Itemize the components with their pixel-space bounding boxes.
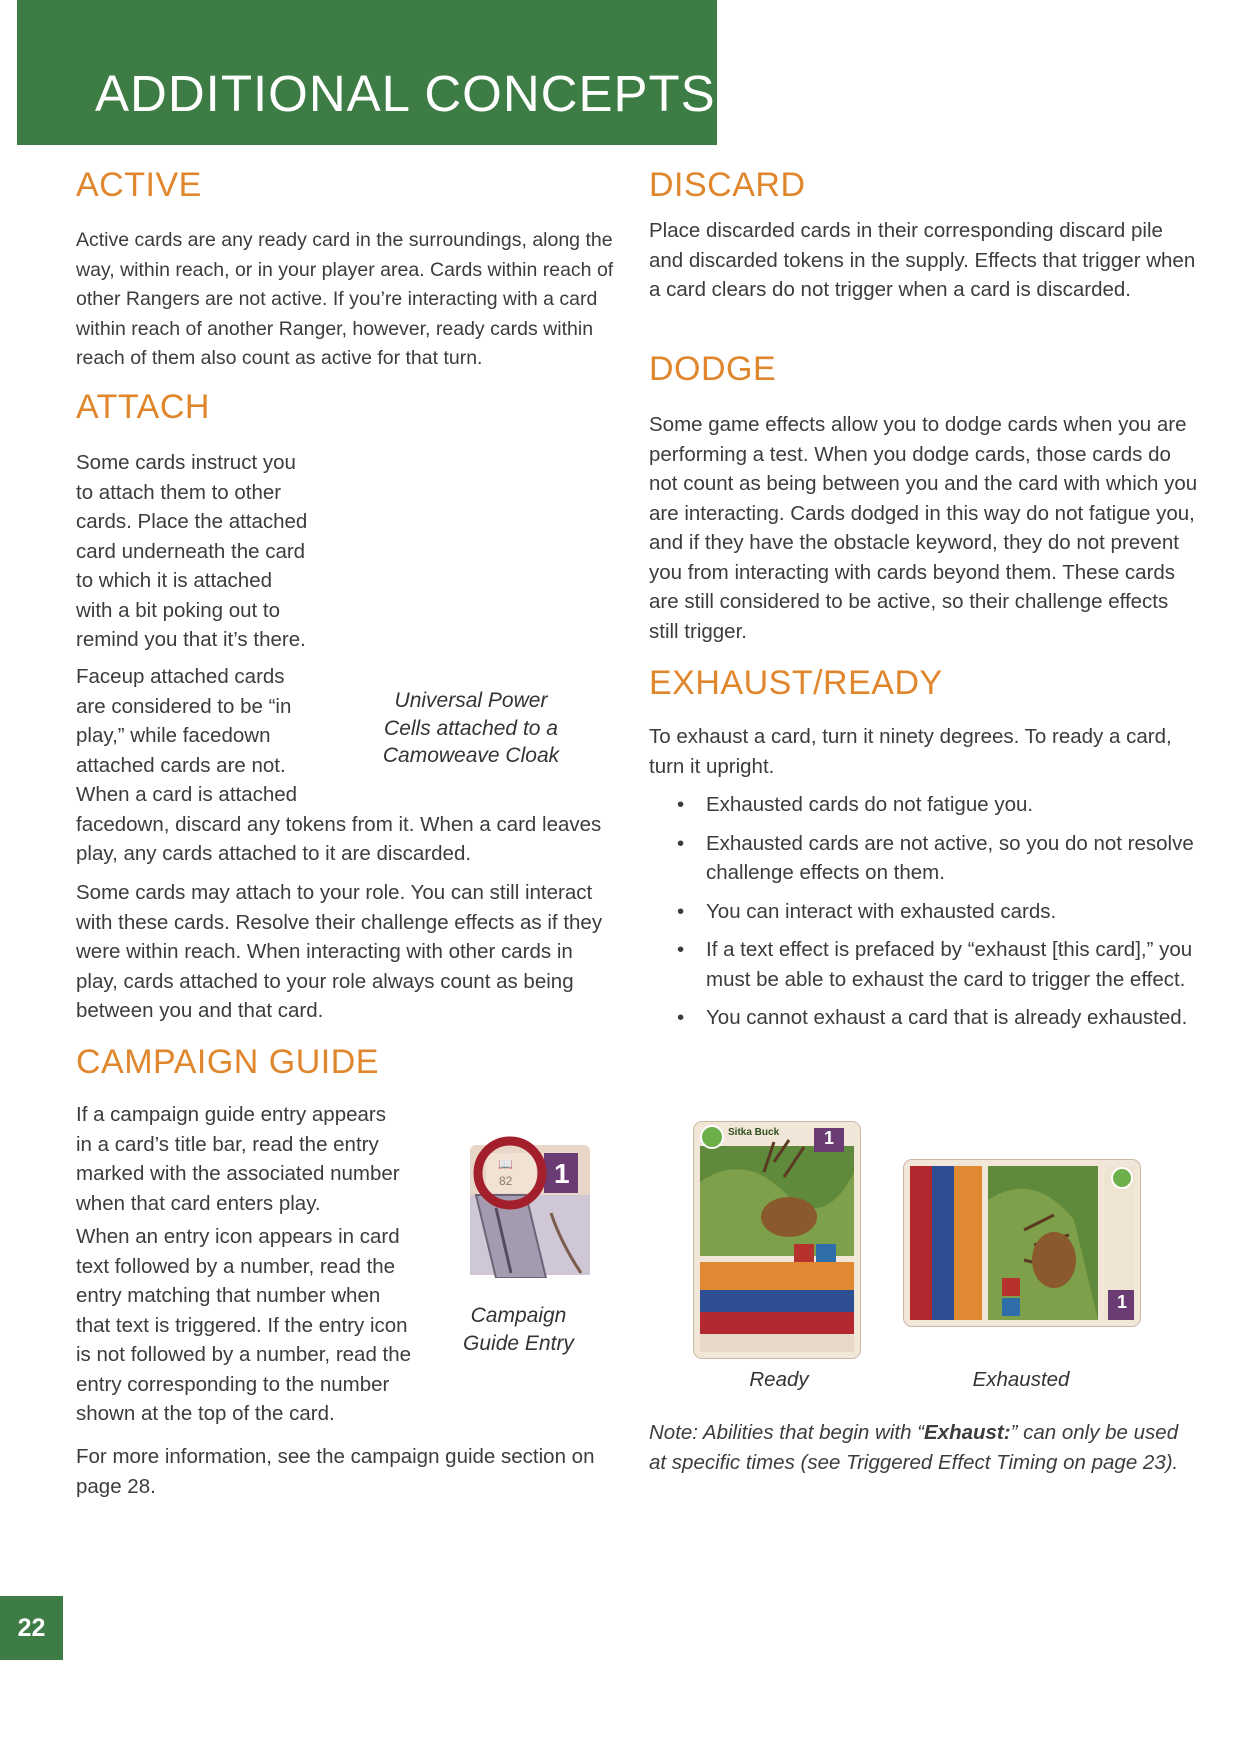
card-cost: 1 bbox=[1117, 1292, 1128, 1312]
caption-line: Guide Entry bbox=[463, 1331, 574, 1355]
page-number: 22 bbox=[0, 1596, 63, 1660]
heading-discard: DISCARD bbox=[649, 166, 806, 204]
card-cost: 1 bbox=[824, 1128, 835, 1148]
campaign-paragraph-2 bbox=[76, 1222, 446, 1429]
note-prefix: Note: Abilities that begin with “ bbox=[649, 1421, 924, 1444]
ready-card bbox=[694, 1122, 860, 1358]
text-line: Faceup attached cards bbox=[76, 665, 285, 688]
page-title: ADDITIONAL CONCEPTS bbox=[95, 65, 716, 122]
text-line: When a card is attached bbox=[76, 783, 298, 806]
campaign-caption bbox=[446, 1302, 591, 1357]
campaign-guide-entry-image bbox=[456, 1133, 591, 1278]
attach-caption bbox=[346, 687, 596, 770]
text-line: with a bit poking out to bbox=[76, 598, 280, 622]
heading-campaign-guide: CAMPAIGN GUIDE bbox=[76, 1043, 379, 1081]
campaign-paragraph-3: For more information, see the campaign guide section on page 28. bbox=[76, 1445, 595, 1498]
campaign-entry-illustration bbox=[456, 1133, 591, 1278]
campaign-paragraph-1 bbox=[76, 1100, 436, 1218]
text-line: entry matching that number when bbox=[76, 1284, 381, 1307]
section-banner bbox=[17, 0, 717, 145]
exhaust-intro: To exhaust a card, turn it ninety degrees. To ready a card, turn it upright. bbox=[649, 725, 1172, 778]
text-line: when that card enters play. bbox=[76, 1191, 321, 1215]
list-item: • You cannot exhaust a card that is already exhausted. bbox=[649, 1003, 1199, 1033]
text-line: entry corresponding to the number bbox=[76, 1372, 390, 1396]
caption-line: Cells attached to a bbox=[384, 716, 558, 740]
text-line: play,” while facedown bbox=[76, 724, 271, 747]
card-title: Sitka Buck bbox=[728, 1127, 780, 1138]
attach-paragraph-3: Some cards may attach to your role. You can still interact with these cards. Resolve their challenge effects as if they were within reach. When interacting with other cards in play, cards attached to your role always count as being between you and that card. bbox=[76, 881, 603, 1022]
list-item: • You can interact with exhausted cards. bbox=[649, 897, 1199, 927]
text-line: text followed by a number, read the bbox=[76, 1254, 396, 1278]
text-line: that text is triggered. If the entry icon bbox=[76, 1313, 408, 1337]
text-line: marked with the associated number bbox=[76, 1162, 400, 1185]
dodge-body: Some game effects allow you to dodge cards when you are performing a test. When you dodge cards, those cards do not count as being between you and the card with which you are interacting. Cards dodged in this way do not fatigue you, and if they have the obstacle keyword, they do not prevent you from interacting with cards beyond them. These cards are still considered to be active, so their challenge effects still trigger. bbox=[649, 413, 1198, 643]
caption-exhausted: Exhausted bbox=[972, 1368, 1070, 1391]
exhaust-note bbox=[649, 1418, 1199, 1477]
text-line: If a campaign guide entry appears bbox=[76, 1103, 386, 1126]
list-item: • Exhausted cards are not active, so you do not resolve challenge effects on them. bbox=[649, 829, 1199, 888]
discard-body: Place discarded cards in their corresponding discard pile and discarded tokens in the supply. Effects that trigger when a card clears do not trigger when a card is discarded. bbox=[649, 219, 1196, 301]
card-cost: 1 bbox=[554, 1158, 570, 1189]
text-line: remind you that it’s there. bbox=[76, 628, 306, 651]
exhausted-card bbox=[904, 1160, 1140, 1326]
active-body: Active cards are any ready card in the surroundings, along the way, within reach, or in your player area. Cards within reach of other Rangers are not active. If you’re interacting with a card within reach of another Ranger, however, ready cards within reach of them also count as active for that turn. bbox=[76, 229, 614, 369]
caption-line: Camoweave Cloak bbox=[382, 744, 560, 767]
note-suffix: ” can only be used at specific times (see Triggered Effect Timing on page 23). bbox=[649, 1421, 1179, 1474]
text-line: to attach them to other bbox=[76, 480, 282, 504]
text-line: is not followed by a number, read the bbox=[76, 1343, 412, 1366]
text-line: shown at the top of the card. bbox=[76, 1402, 335, 1425]
text-line: to which it is attached bbox=[76, 569, 272, 592]
text-line: facedown, discard any tokens from it. When a card leaves play, any cards attached to it are discarded. bbox=[76, 812, 602, 865]
exhausted-card-illustration bbox=[904, 1160, 1140, 1326]
heading-exhaust-ready: EXHAUST/READY bbox=[649, 664, 943, 702]
text-line: attached cards are not. bbox=[76, 753, 286, 777]
caption-line: Campaign bbox=[470, 1304, 567, 1327]
note-keyword: Exhaust: bbox=[924, 1421, 1011, 1444]
attach-paragraph-1 bbox=[76, 448, 336, 655]
exhaust-rules-list bbox=[649, 790, 1199, 1042]
list-item: • If a text effect is prefaced by “exhaust [this card],” you must be able to exhaust the card to trigger the effect. bbox=[649, 935, 1199, 994]
heading-active: ACTIVE bbox=[76, 166, 202, 204]
text-line: cards. Place the attached bbox=[76, 510, 308, 533]
text-line: in a card’s title bar, read the entry bbox=[76, 1132, 379, 1156]
ready-card-illustration bbox=[694, 1122, 860, 1358]
text-line: Some cards instruct you bbox=[76, 451, 296, 474]
entry-number: 82 bbox=[499, 1174, 513, 1188]
book-icon: 📖 bbox=[498, 1157, 513, 1171]
heading-attach: ATTACH bbox=[76, 388, 210, 426]
heading-dodge: DODGE bbox=[649, 350, 777, 388]
text-line: When an entry icon appears in card bbox=[76, 1225, 400, 1248]
list-item: • Exhausted cards do not fatigue you. bbox=[649, 790, 1199, 820]
text-line: are considered to be “in bbox=[76, 694, 292, 718]
text-line: card underneath the card bbox=[76, 539, 306, 563]
caption-line: Universal Power bbox=[394, 689, 548, 712]
caption-ready: Ready bbox=[749, 1368, 809, 1391]
